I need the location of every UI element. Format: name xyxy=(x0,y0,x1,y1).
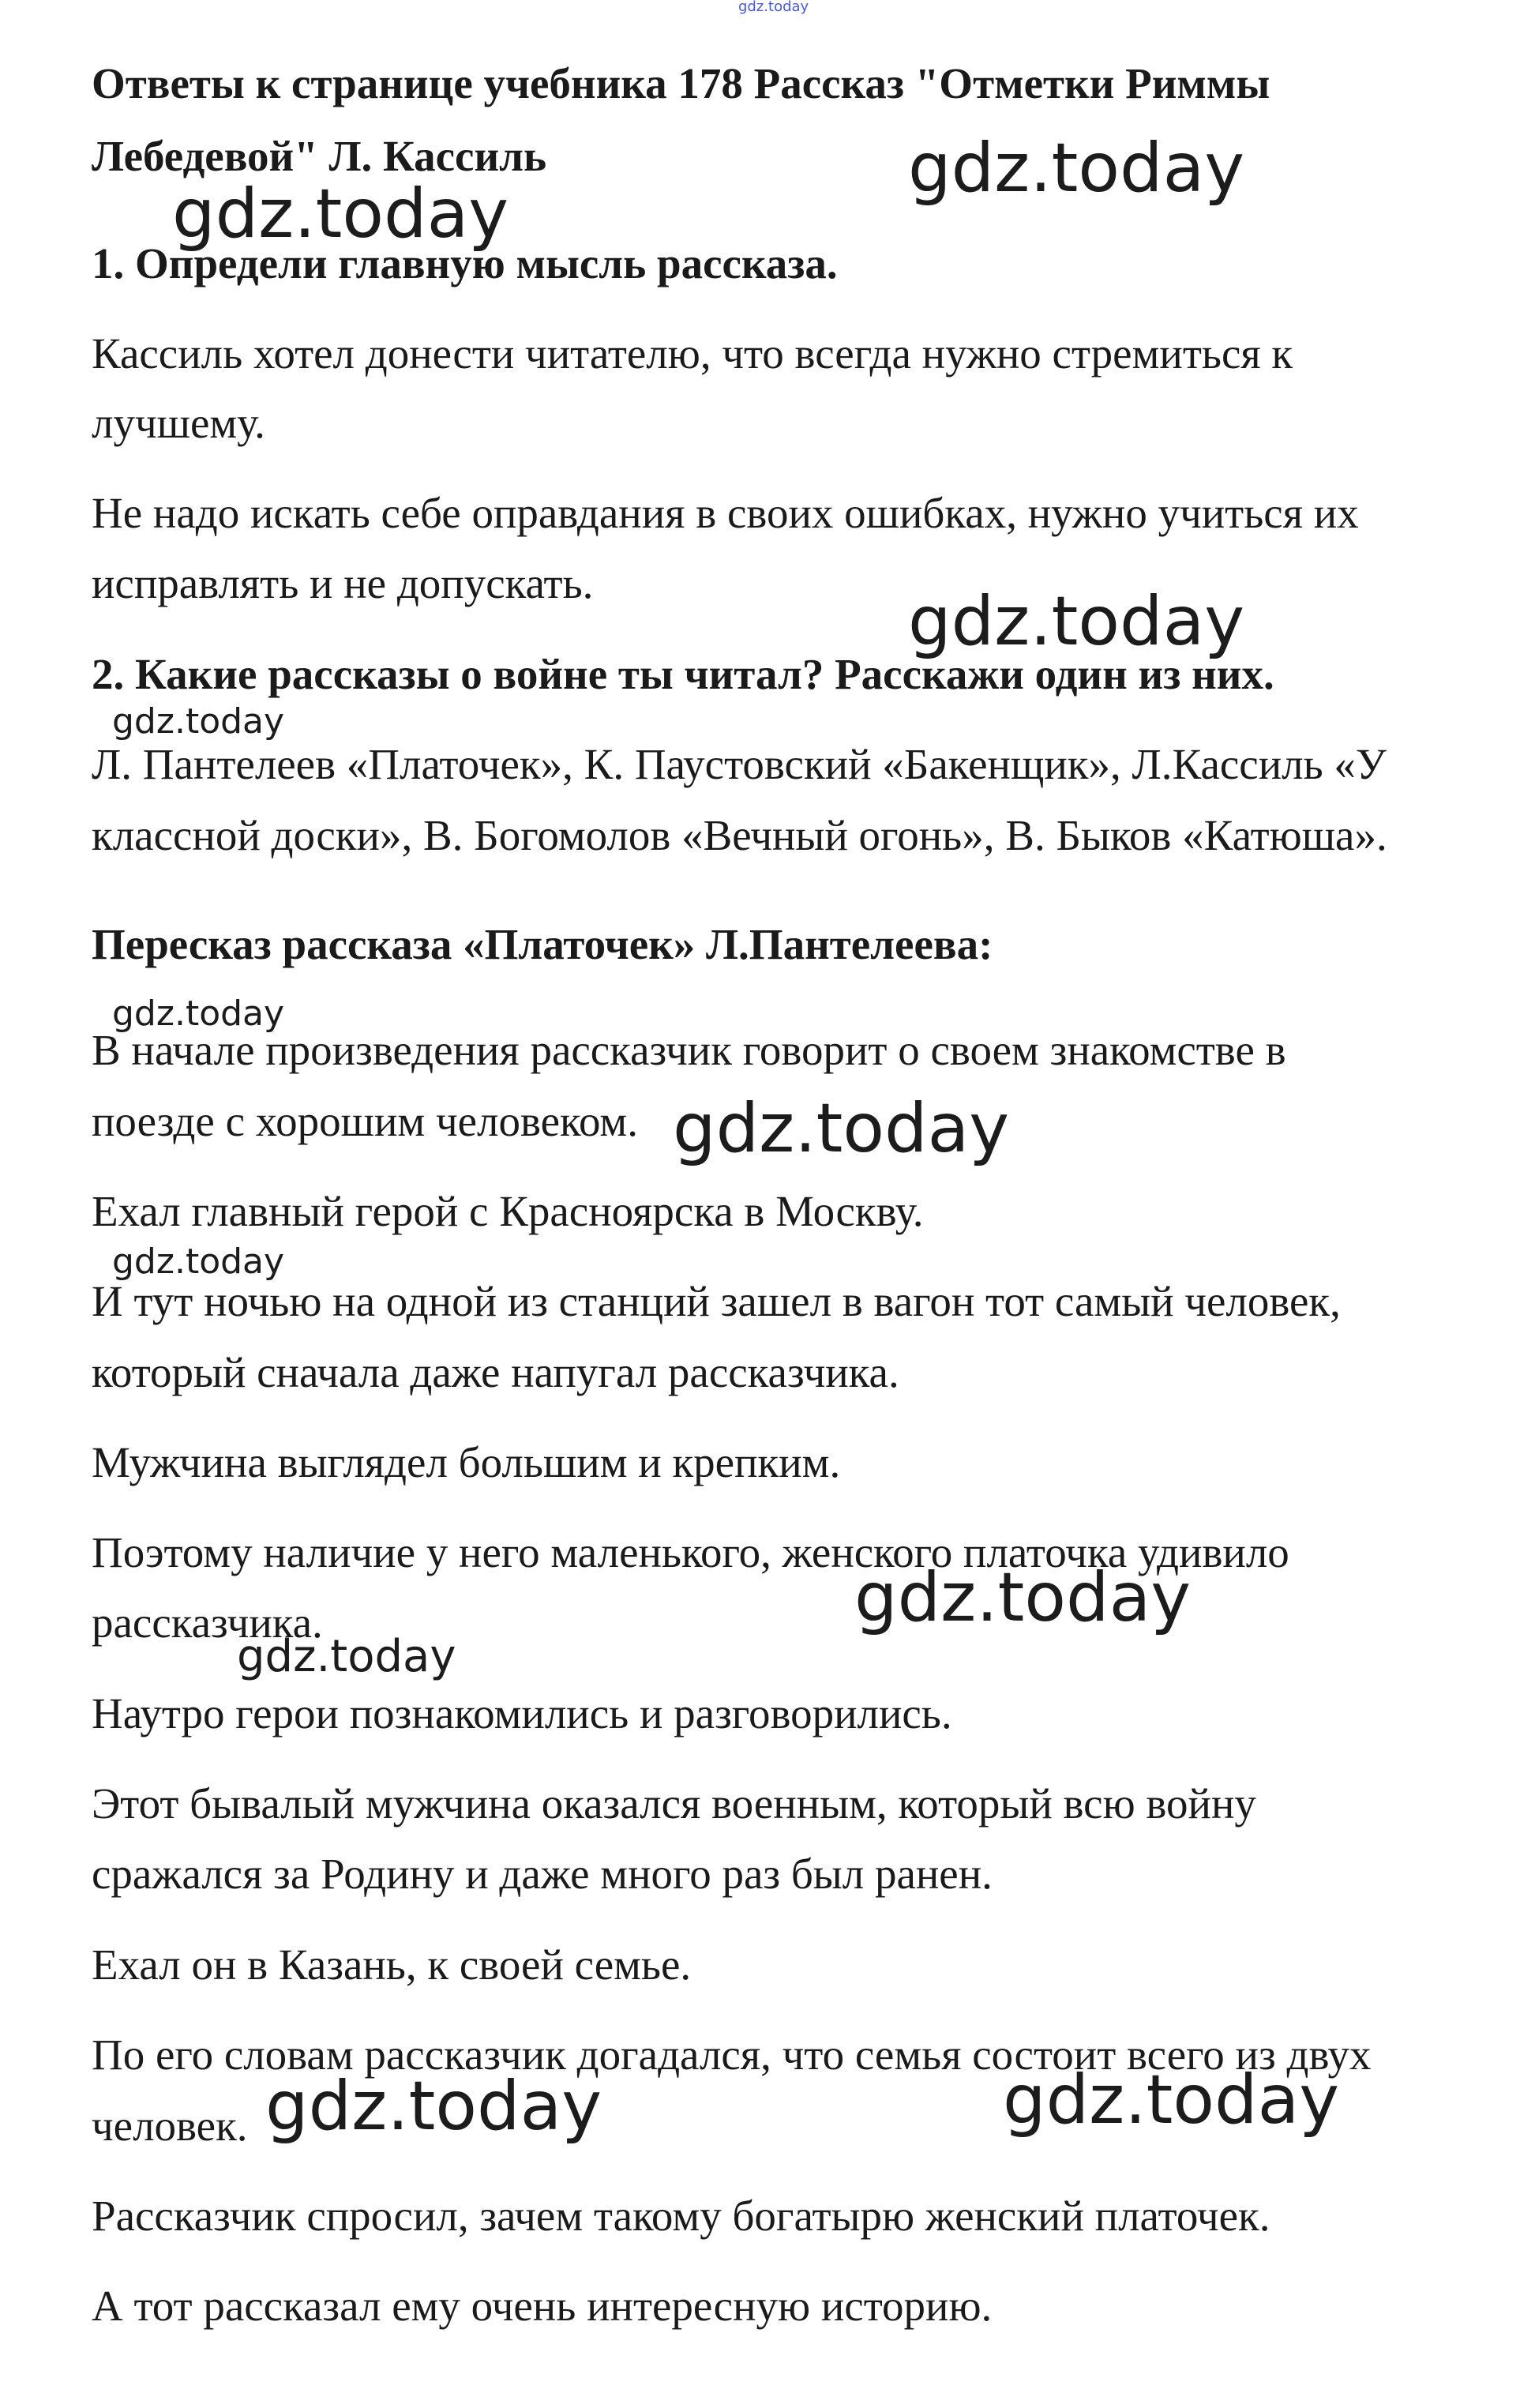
retelling-p4: Мужчина выглядел большим и крепким. xyxy=(92,1438,841,1486)
watermark: gdz.today xyxy=(237,1631,456,1682)
q2-paragraph-1-line-1: Л. Пантелеев «Платочек», К. Паустовский «Бакенщик», Л.Кассиль «У xyxy=(92,740,1387,788)
q1-paragraph-2-line-2: исправлять и не допускать. xyxy=(92,559,594,607)
retelling-p9-line-2: человек. xyxy=(92,2102,248,2150)
retelling-p6: Наутро герои познакомились и разговорились. xyxy=(92,1689,952,1737)
watermark: gdz.today xyxy=(908,582,1245,661)
top-watermark: gdz.today xyxy=(738,0,809,15)
watermark: gdz.today xyxy=(908,129,1245,208)
watermark: gdz.today xyxy=(112,994,285,1034)
retelling-p1-line-1: В начале произведения рассказчик говорит о своем знакомстве в xyxy=(92,1026,1286,1074)
retelling-p3-line-1: И тут ночью на одной из станций зашел в вагон тот самый человек, xyxy=(92,1277,1341,1325)
q2-paragraph-1-line-2: классной доски», В. Богомолов «Вечный огонь», В. Быков «Катюша». xyxy=(92,811,1387,859)
watermark: gdz.today xyxy=(673,1089,1010,1168)
watermark: gdz.today xyxy=(112,701,285,742)
retelling-p5-line-1: Поэтому наличие у него маленького, женского платочка удивило xyxy=(92,1528,1289,1576)
retelling-p11: А тот рассказал ему очень интересную историю. xyxy=(92,2282,993,2330)
page-title-line-2: Лебедевой" Л. Кассиль xyxy=(92,132,547,180)
watermark: gdz.today xyxy=(172,175,509,254)
retelling-p7-line-2: сражался за Родину и даже много раз был ранен. xyxy=(92,1850,993,1898)
watermark: gdz.today xyxy=(265,2067,602,2146)
question-2-heading: 2. Какие рассказы о войне ты читал? Расскажи один из них. xyxy=(92,650,1274,698)
retelling-p10: Рассказчик спросил, зачем такому богатырю женский платочек. xyxy=(92,2192,1270,2240)
retelling-heading: Пересказ рассказа «Платочек» Л.Пантелеева: xyxy=(92,920,993,968)
question-1-heading: 1. Определи главную мысль рассказа. xyxy=(92,239,838,287)
q1-paragraph-1-line-2: лучшему. xyxy=(92,399,265,447)
retelling-p3-line-2: который сначала даже напугал рассказчика. xyxy=(92,1348,899,1396)
retelling-p8: Ехал он в Казань, к своей семье. xyxy=(92,1940,692,1989)
retelling-p5-line-2: рассказчика. xyxy=(92,1598,323,1647)
page-title-line-1: Ответы к странице учебника 178 Рассказ "Отметки Риммы xyxy=(92,59,1270,107)
watermark: gdz.today xyxy=(1003,2061,1340,2139)
retelling-p1-line-2: поезде с хорошим человеком. xyxy=(92,1097,638,1145)
watermark: gdz.today xyxy=(112,1242,285,1282)
retelling-p2: Ехал главный герой с Красноярска в Москву. xyxy=(92,1187,924,1235)
watermark: gdz.today xyxy=(854,1558,1192,1637)
retelling-p9-line-1: По его словам рассказчик догадался, что семья состоит всего из двух xyxy=(92,2030,1372,2079)
q1-paragraph-2-line-1: Не надо искать себе оправдания в своих ошибках, нужно учиться их xyxy=(92,489,1359,537)
retelling-p7-line-1: Этот бывалый мужчина оказался военным, который всю войну xyxy=(92,1779,1256,1828)
q1-paragraph-1-line-1: Кассиль хотел донести читателю, что всегда нужно стремиться к xyxy=(92,329,1293,378)
